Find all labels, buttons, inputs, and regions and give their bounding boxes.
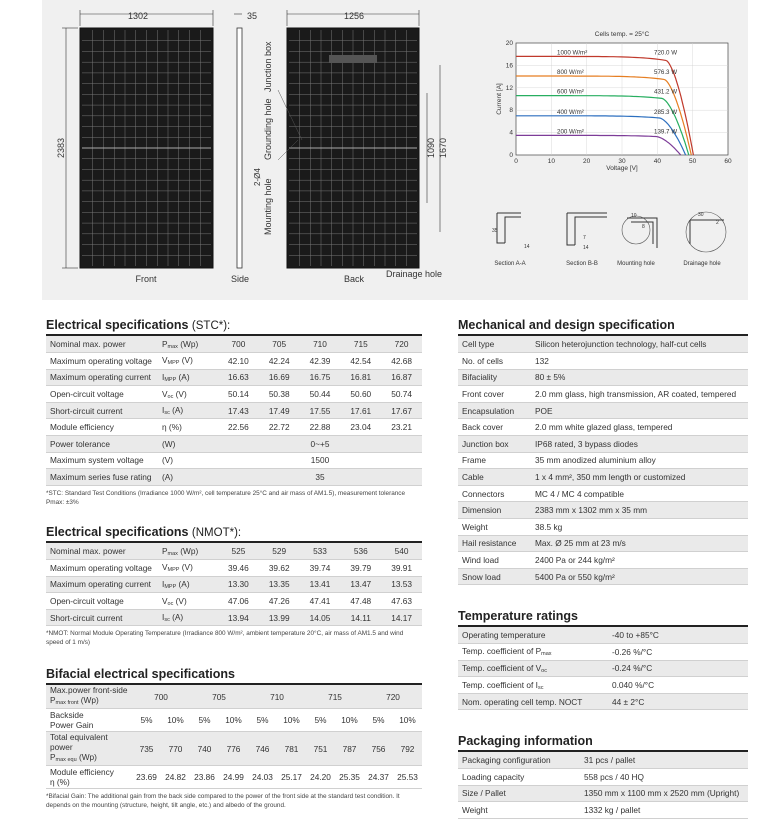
value-cell: 17.55: [309, 405, 331, 416]
bifacial-title: Bifacial electrical specifications: [46, 667, 235, 681]
symbol-cell: η (%): [162, 422, 182, 433]
table-row: [46, 369, 422, 386]
table-row: [458, 802, 748, 819]
bifacial-section: [46, 667, 422, 810]
table-row: [458, 677, 748, 694]
row-label: Packaging configuration: [462, 755, 551, 766]
table-row: [46, 469, 422, 486]
x-tick-label: 0: [514, 158, 518, 165]
table-row: [458, 769, 748, 786]
row-label: Maximum operating current: [50, 372, 151, 383]
row-label: Operating temperature: [462, 630, 546, 641]
x-axis-label: Voltage [V]: [606, 165, 638, 172]
row-label: Short-circuit current: [50, 405, 123, 416]
value-cell: 13.94: [228, 612, 249, 623]
series-power-label: 139.7 W: [654, 128, 678, 136]
value-cell: 10%: [167, 715, 184, 725]
value-cell: IP68 rated, 3 bypass diodes: [535, 438, 638, 449]
y-tick-label: 0: [509, 152, 513, 159]
value-cell: MC 4 / MC 4 compatible: [535, 488, 624, 499]
row-label: Short-circuit current: [50, 612, 123, 623]
table-row: [458, 369, 748, 386]
y-tick-label: 8: [509, 107, 513, 115]
value-cell: Silicon heterojunction technology, half-cut cells: [535, 339, 707, 350]
symbol-cell: $I_{MPP}$ (A): [162, 371, 190, 383]
value-cell: 42.54: [350, 355, 372, 366]
row-label: Module efficiency η (%): [50, 767, 114, 787]
symbol-cell: $V_{MPP}$ (V): [162, 562, 193, 574]
value-cell: 47.06: [228, 596, 249, 607]
table-row: [458, 485, 748, 502]
module-drawings: [42, 0, 748, 300]
stc-section: [46, 318, 422, 507]
value-cell: 5%: [256, 715, 269, 725]
value-cell: 39.62: [268, 562, 290, 573]
table-row: [46, 436, 422, 453]
table-row: [458, 452, 748, 469]
value-cell: 13.99: [268, 612, 290, 623]
table-row: [458, 693, 748, 710]
row-label: Hail resistance: [462, 538, 517, 549]
value-cell: 2.0 mm glass, high transmission, AR coated, tempered: [535, 389, 737, 400]
value-cell: 25.35: [339, 772, 360, 782]
value-cell: 10%: [283, 715, 300, 725]
value-cell: 25.17: [281, 772, 302, 782]
value-cell: 42.10: [228, 355, 249, 366]
table-row: [458, 752, 748, 769]
table-row: [46, 336, 422, 353]
value-cell: 1 x 4 mm², 350 mm length or customized: [535, 472, 686, 483]
row-label: Encapsulation: [462, 405, 515, 416]
table-row: [46, 685, 422, 709]
table-row: [46, 609, 422, 626]
value-cell: 710: [313, 339, 327, 350]
value-cell: 756: [371, 743, 386, 754]
value-cell: 24.03: [252, 772, 273, 782]
y-axis-label: Current [A]: [496, 83, 503, 115]
table-row: [46, 353, 422, 370]
value-cell: 792: [400, 743, 415, 754]
y-tick-label: 12: [505, 84, 513, 92]
value-cell: 17.67: [391, 405, 412, 416]
value-cell: 14.11: [350, 612, 371, 623]
value-cell: 1500: [310, 455, 330, 466]
row-label: Frame: [462, 455, 486, 466]
row-label: Front cover: [462, 389, 504, 400]
value-cell: 80 ± 5%: [535, 372, 566, 383]
table-row: [458, 469, 748, 486]
value-cell: 2383 mm x 1302 mm x 35 mm: [535, 505, 648, 516]
value-cell: 10%: [225, 715, 242, 725]
row-label: Back cover: [462, 422, 504, 433]
row-label: Dimension: [462, 505, 502, 516]
table-row: [46, 560, 422, 577]
chart-title: Cells temp. = 25°C: [594, 31, 650, 38]
value-cell: 16.81: [350, 372, 372, 383]
value-cell: 751: [313, 743, 328, 754]
value-cell: 715: [328, 691, 342, 702]
value-cell: 24.99: [223, 772, 244, 782]
dim-1670: 1670: [438, 137, 448, 159]
value-cell: 50.14: [228, 389, 249, 400]
table-row: [46, 593, 422, 610]
bifacial-note: *Bifacial Gain: The additional gain from the back side compared to the power of the front side at the standard test condition. It depends on the mounting (structure, height, tilt angle, etc.) and albedo of the ground.: [46, 793, 400, 809]
value-cell: 13.47: [350, 579, 372, 590]
row-label: Loading capacity: [462, 771, 525, 782]
value-cell: 700: [154, 691, 168, 702]
row-label: Maximum operating voltage: [50, 562, 152, 573]
series-irradiance-label: 400 W/m²: [557, 108, 584, 116]
value-cell: 5%: [372, 715, 385, 725]
value-cell: 540: [394, 546, 409, 557]
value-cell: 13.53: [391, 579, 412, 590]
series-irradiance-label: 200 W/m²: [557, 128, 584, 136]
value-cell: 700: [231, 339, 246, 350]
value-cell: 35: [315, 472, 325, 483]
value-cell: 132: [535, 355, 549, 366]
value-cell: 16.75: [309, 372, 331, 383]
label-drainage: Drainage hole: [386, 269, 443, 279]
value-cell: 23.21: [391, 422, 412, 433]
front-panel-drawing: [56, 10, 213, 284]
value-cell: 5%: [140, 715, 153, 725]
label-mounting-hole: Mounting hole: [263, 178, 273, 235]
value-cell: 5%: [198, 715, 211, 725]
table-row: [458, 627, 748, 644]
symbol-cell: $P_{max}$ (Wp): [162, 338, 199, 350]
row-label: Snow load: [462, 571, 501, 582]
dim-height: 2383: [56, 137, 66, 159]
dim-mounting-10: 10: [631, 213, 637, 219]
row-label: Connectors: [462, 488, 505, 499]
x-tick-label: 40: [653, 158, 661, 165]
table-row: [46, 543, 422, 560]
value-cell: 1332 kg / pallet: [584, 805, 641, 816]
table-row: [458, 436, 748, 453]
value-cell: 16.63: [228, 372, 249, 383]
value-cell: 17.43: [228, 405, 249, 416]
nmot-table: [46, 543, 422, 626]
symbol-cell: $V_{oc}$ (V): [162, 388, 187, 400]
table-row: [458, 402, 748, 419]
row-label: Maximum system voltage: [50, 455, 144, 466]
dim-drainage-2: 2: [716, 220, 719, 226]
row-label: Temp. coefficient of $V_{oc}$: [462, 662, 547, 674]
value-cell: 50.38: [268, 389, 290, 400]
row-label: Size / Pallet: [462, 788, 506, 799]
bifacial-table: [46, 685, 422, 789]
x-tick-label: 60: [724, 158, 732, 165]
stc-table: [46, 336, 422, 486]
row-label: Junction box: [462, 438, 509, 449]
mech-table: [458, 336, 748, 585]
row-label: Temp. coefficient of $I_{sc}$: [462, 679, 544, 691]
value-cell: -0.26 %/°C: [612, 646, 653, 657]
value-cell: 715: [353, 339, 368, 350]
value-cell: 22.56: [228, 422, 249, 433]
value-cell: 39.79: [350, 562, 372, 573]
dim-width-front: 1302: [127, 11, 149, 21]
value-cell: 42.24: [268, 355, 290, 366]
value-cell: -40 to +85°C: [612, 630, 659, 641]
row-label: Nominal max. power: [50, 339, 126, 350]
row-label: Backside Power Gain: [50, 710, 94, 730]
value-cell: 0.040 %/°C: [612, 680, 655, 691]
x-tick-label: 30: [618, 158, 626, 165]
y-tick-label: 16: [505, 62, 513, 70]
mech-section: [458, 318, 748, 585]
table-row: [458, 568, 748, 585]
nmot-section: [46, 525, 422, 647]
row-label: Temp. coefficient of $P_{max}$: [462, 646, 552, 658]
value-cell: 0~+5: [310, 438, 330, 449]
value-cell: 529: [272, 546, 287, 557]
row-label: Open-circuit voltage: [50, 389, 124, 400]
value-cell: 13.35: [268, 579, 290, 590]
section-bb: Section B-B: [566, 261, 598, 267]
detail-mounting: Mounting hole: [617, 261, 655, 267]
iv-curve-chart: [496, 30, 732, 172]
value-cell: 776: [226, 743, 241, 754]
value-cell: 781: [284, 743, 299, 754]
value-cell: 39.46: [228, 562, 249, 573]
nmot-title: Electrical specifications (NMOT*):: [46, 525, 242, 539]
value-cell: 705: [272, 339, 287, 350]
row-label: Module efficiency: [50, 422, 114, 433]
label-grounding-hole: Grounding hole: [263, 98, 273, 160]
temp-table: [458, 627, 748, 710]
value-cell: 10%: [399, 715, 416, 725]
series-power-label: 576.3 W: [654, 69, 678, 77]
y-tick-label: 4: [509, 129, 513, 137]
x-tick-label: 50: [689, 158, 697, 165]
value-cell: 740: [197, 743, 212, 754]
value-cell: POE: [535, 405, 553, 416]
value-cell: 50.60: [350, 389, 372, 400]
value-cell: 720: [394, 339, 409, 350]
value-cell: 536: [353, 546, 368, 557]
back-panel-drawing: [278, 10, 448, 284]
value-cell: -0.24 %/°C: [612, 663, 653, 674]
symbol-cell: $V_{MPP}$ (V): [162, 355, 193, 367]
value-cell: 42.68: [391, 355, 412, 366]
table-row: [458, 336, 748, 353]
value-cell: 47.26: [268, 596, 290, 607]
series-irradiance-label: 600 W/m²: [557, 88, 584, 96]
series-power-label: 720.0 W: [654, 49, 678, 57]
value-cell: 735: [139, 743, 154, 754]
value-cell: 13.41: [309, 579, 331, 590]
dim-section-14b: 14: [583, 245, 589, 251]
table-row: [458, 552, 748, 569]
value-cell: 5%: [314, 715, 327, 725]
value-cell: 47.48: [350, 596, 372, 607]
table-row: [46, 402, 422, 419]
dim-drainage-30: 30: [698, 212, 704, 218]
x-tick-label: 20: [583, 158, 591, 165]
value-cell: 787: [342, 743, 357, 754]
symbol-cell: $I_{sc}$ (A): [162, 612, 184, 624]
value-cell: 533: [313, 546, 327, 557]
value-cell: 13.30: [228, 579, 249, 590]
value-cell: 2.0 mm white glazed glass, tempered: [535, 422, 673, 433]
section-aa: Section A-A: [494, 261, 526, 267]
mech-title: Mechanical and design specification: [458, 318, 675, 332]
row-label: Total equivalent power $P_{max equ}$ (Wp): [50, 732, 108, 763]
dim-section-14: 14: [524, 244, 530, 250]
value-cell: 720: [386, 691, 400, 702]
dim-section-7: 7: [583, 235, 586, 241]
row-label: Nom. operating cell temp. NOCT: [462, 696, 583, 707]
row-label: Max.power front-side $P_{max front}$ (Wp): [50, 685, 128, 706]
table-row: [458, 660, 748, 677]
dim-width-back: 1256: [343, 11, 365, 21]
row-label: Maximum operating voltage: [50, 355, 152, 366]
dim-section-35: 35: [492, 228, 498, 234]
value-cell: 746: [255, 743, 270, 754]
value-cell: 42.39: [309, 355, 331, 366]
row-label: Bifaciality: [462, 372, 498, 383]
series-irradiance-label: 800 W/m²: [557, 69, 584, 77]
temp-title: Temperature ratings: [458, 609, 578, 623]
label-side: Side: [230, 274, 250, 284]
y-tick-label: 20: [505, 40, 513, 47]
value-cell: 24.37: [368, 772, 389, 782]
stc-note: *STC: Standard Test Conditions (Irradiance 1000 W/m², cell temperature 25°C and air mass of AM1.5), measurement tolerance Pmax: ±3%: [46, 489, 406, 506]
dim-holes: 2-Ø4: [253, 168, 262, 186]
pack-section: [458, 734, 748, 819]
value-cell: 25.53: [397, 772, 418, 782]
value-cell: 31 pcs / pallet: [584, 755, 636, 766]
table-row: [458, 519, 748, 536]
row-label: Nominal max. power: [50, 546, 126, 557]
symbol-cell: $P_{max}$ (Wp): [162, 545, 199, 557]
detail-drainage: Drainage hole: [683, 261, 721, 267]
value-cell: 23.04: [350, 422, 372, 433]
temp-section: [458, 609, 748, 710]
value-cell: 525: [231, 546, 246, 557]
value-cell: 770: [168, 743, 183, 754]
value-cell: 16.87: [391, 372, 412, 383]
label-front: Front: [135, 274, 157, 284]
value-cell: 14.17: [391, 612, 412, 623]
dim-mounting-8: 8: [642, 224, 645, 230]
table-row: [458, 353, 748, 370]
drawing-panel: [42, 0, 748, 300]
table-row: [46, 386, 422, 403]
pack-title: Packaging information: [458, 734, 593, 748]
unit-cell: (A): [162, 472, 174, 483]
label-back: Back: [343, 274, 365, 284]
label-junction-box: Junction box: [263, 41, 273, 92]
row-label: Cell type: [462, 339, 495, 350]
side-drawing: [231, 11, 257, 284]
table-row: [458, 644, 748, 661]
value-cell: 24.82: [165, 772, 186, 782]
value-cell: 2400 Pa or 244 kg/m²: [535, 555, 615, 566]
row-label: Cable: [462, 472, 484, 483]
series-power-label: 285.3 W: [654, 108, 678, 116]
symbol-cell: $I_{sc}$ (A): [162, 405, 184, 417]
dim-side: 35: [246, 11, 258, 21]
row-label: Power tolerance: [50, 438, 110, 449]
value-cell: 558 pcs / 40 HQ: [584, 771, 644, 782]
value-cell: 10%: [341, 715, 358, 725]
value-cell: 39.91: [391, 562, 412, 573]
value-cell: 47.63: [391, 596, 412, 607]
value-cell: 16.69: [268, 372, 290, 383]
table-row: [46, 419, 422, 436]
value-cell: 24.20: [310, 772, 331, 782]
table-row: [46, 709, 422, 732]
value-cell: 17.49: [268, 405, 290, 416]
table-row: [458, 502, 748, 519]
value-cell: 44 ± 2°C: [612, 696, 645, 707]
row-label: Wind load: [462, 555, 499, 566]
series-power-label: 431.2 W: [654, 88, 678, 96]
table-row: [458, 535, 748, 552]
row-label: Weight: [462, 521, 488, 532]
value-cell: 22.88: [309, 422, 331, 433]
value-cell: 39.74: [309, 562, 331, 573]
symbol-cell: $V_{oc}$ (V): [162, 595, 187, 607]
table-row: [458, 419, 748, 436]
unit-cell: (V): [162, 455, 174, 466]
stc-title: Electrical specifications (STC*):: [46, 318, 231, 332]
dim-1090: 1090: [426, 137, 436, 159]
series-irradiance-label: 1000 W/m²: [557, 49, 588, 57]
row-label: Open-circuit voltage: [50, 596, 124, 607]
table-row: [458, 785, 748, 802]
value-cell: 50.74: [391, 389, 412, 400]
value-cell: 22.72: [268, 422, 290, 433]
value-cell: 23.86: [194, 772, 215, 782]
row-label: Maximum operating current: [50, 579, 151, 590]
value-cell: 705: [212, 691, 226, 702]
value-cell: 47.41: [309, 596, 331, 607]
nmot-note: *NMOT: Normal Module Operating Temperature (Irradiance 800 W/m², ambient temperature 20°C, air mass of AM1.5 and wind speed of 1 m/s): [46, 630, 404, 647]
row-label: Weight: [462, 805, 488, 816]
value-cell: 23.69: [136, 772, 157, 782]
table-row: [46, 452, 422, 469]
value-cell: 14.05: [309, 612, 331, 623]
table-row: [46, 576, 422, 593]
unit-cell: (W): [162, 438, 176, 449]
row-label: No. of cells: [462, 355, 504, 366]
table-row: [46, 766, 422, 789]
value-cell: 17.61: [350, 405, 372, 416]
value-cell: 35 mm anodized aluminium alloy: [535, 455, 656, 466]
value-cell: 50.44: [309, 389, 331, 400]
table-row: [458, 386, 748, 403]
x-tick-label: 10: [547, 158, 555, 165]
row-label: Maximum series fuse rating: [50, 472, 152, 483]
value-cell: Max. Ø 25 mm at 23 m/s: [535, 538, 626, 549]
section-details: [492, 212, 726, 267]
table-row: [46, 732, 422, 766]
value-cell: 38.5 kg: [535, 521, 563, 532]
value-cell: 1350 mm x 1100 mm x 2520 mm (Upright): [584, 788, 740, 799]
value-cell: 5400 Pa or 550 kg/m²: [535, 571, 615, 582]
symbol-cell: $I_{MPP}$ (A): [162, 578, 190, 590]
value-cell: 710: [270, 691, 284, 702]
pack-table: [458, 752, 748, 819]
